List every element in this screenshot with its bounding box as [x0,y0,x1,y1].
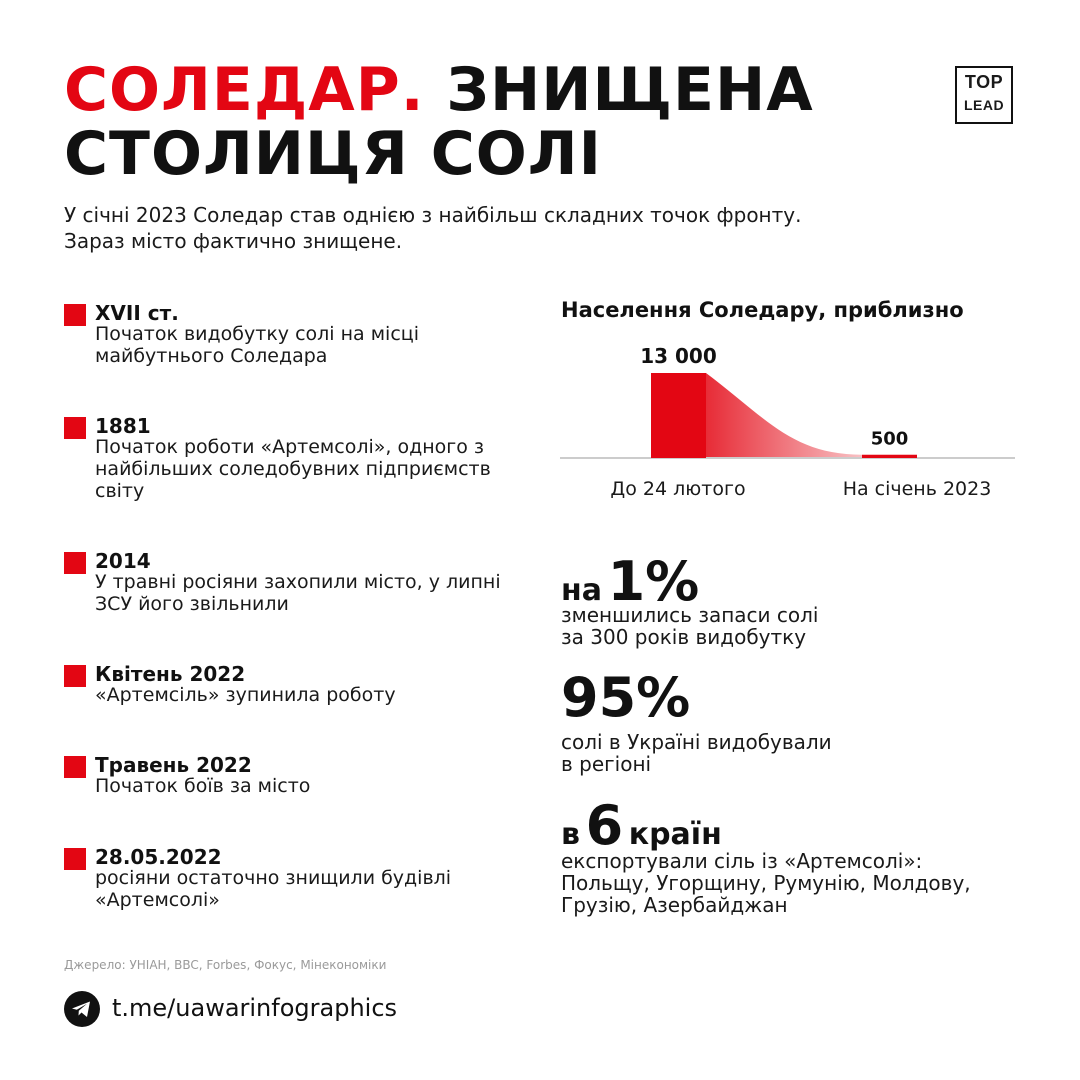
red-square-marker [64,417,86,439]
population-chart [540,330,1020,510]
timeline-date: Травень 2022 [95,753,252,777]
bar-jan-2023 [862,455,917,458]
timeline-date: 1881 [95,414,151,438]
stat-1-value: 1% [607,550,700,613]
intro-line-1: У січні 2023 Соледар став однією з найбільш складних точок фронту. [64,203,802,227]
chart-title: Населення Соледару, приблизно [561,298,964,322]
source-note: Джерело: УНІАН, BBC, Forbes, Фокус, Мінекономіки [64,958,387,972]
stat-3-desc-line-3: Грузію, Азербайджан [561,893,788,917]
timeline-desc: Початок видобутку солі на місці майбутнього Соледара [95,323,419,367]
telegram-channel-link[interactable]: t.me/uawarinfographics [112,994,398,1022]
page-title [64,55,814,189]
timeline-desc: Початок роботи «Артемсолі», одного з найбільших соледобувних підприємств світу [95,436,491,502]
intro-line-2: Зараз місто фактично знищене. [64,229,403,253]
timeline-date: XVII ст. [95,301,179,325]
stat-1-desc-line-2: за 300 років видобутку [561,625,807,649]
stat-6-countries [561,794,722,857]
stat-3-suffix: країн [628,817,722,852]
red-square-marker [64,665,86,687]
red-square-marker [64,304,86,326]
logo-top: TOP [964,72,1004,92]
stat-3-value: 6 [585,794,624,857]
title-destroyed: ЗНИЩЕНА [446,55,814,125]
stat-1-desc [561,604,1021,648]
intro-text [64,202,964,254]
stat-3-desc-line-2: Польщу, Угорщину, Румунію, Молдову, [561,871,971,895]
timeline-date: 28.05.2022 [95,845,222,869]
stat-2-value: 95% [561,666,691,729]
category-label-before: До 24 лютого [610,478,746,500]
stat-2-desc-line-2: в регіоні [561,752,652,776]
timeline-desc: У травні росіяни захопили місто, у липні ЗСУ його звільнили [95,571,501,615]
stat-3-prefix: в [561,817,580,852]
timeline-date: 2014 [95,549,151,573]
stat-95-percent [561,666,690,729]
red-square-marker [64,552,86,574]
toplead-logo [955,66,1013,124]
category-label-jan-2023: На січень 2023 [842,478,992,500]
red-square-marker [64,756,86,778]
stat-2-desc [561,731,1021,775]
stat-3-desc [561,850,1021,916]
value-label-13000: 13 000 [640,344,717,368]
telegram-icon [64,991,100,1027]
population-decline-curve [706,373,862,458]
logo-lead: LEAD [963,97,1005,113]
title-city: СОЛЕДАР. [64,55,425,125]
timeline-date: Квітень 2022 [95,662,246,686]
red-square-marker [64,848,86,870]
timeline-desc: «Артемсіль» зупинила роботу [95,684,396,706]
value-label-500: 500 [870,428,909,450]
timeline-desc: Початок боїв за місто [95,775,311,797]
stat-1-prefix: на [561,573,602,608]
bar-before-feb-24 [651,373,706,458]
stat-2-desc-line-1: солі в Україні видобували [561,730,832,754]
timeline-desc: росіяни остаточно знищили будівлі «Артемсолі» [95,867,452,911]
stat-1-desc-line-1: зменшились запаси солі [561,603,819,627]
title-salt-capital: СТОЛИЦЯ СОЛІ [64,119,602,189]
stat-3-desc-line-1: експортували сіль із «Артемсолі»: [561,849,923,873]
